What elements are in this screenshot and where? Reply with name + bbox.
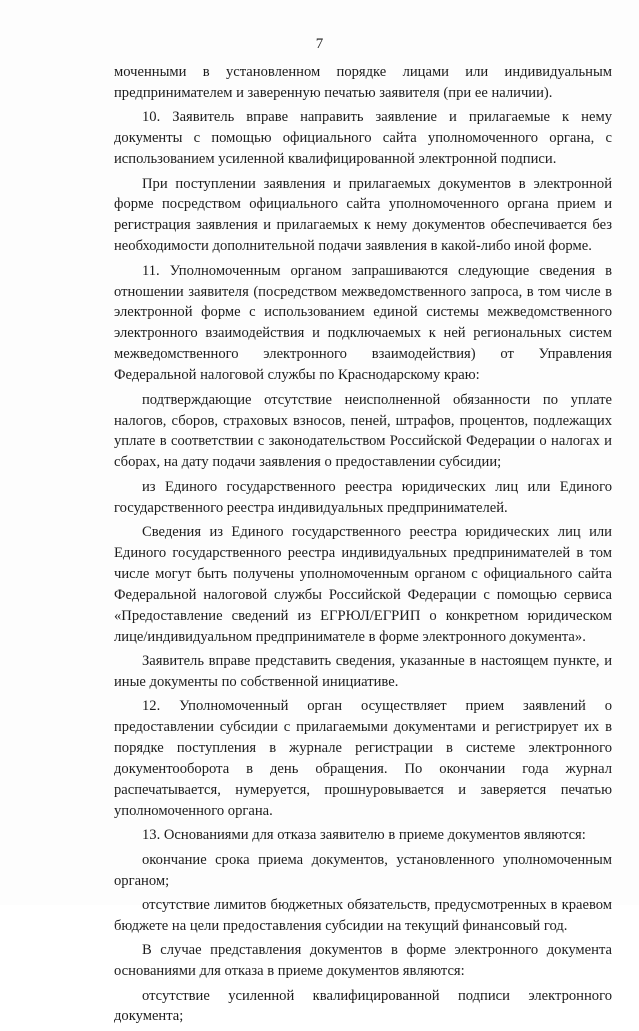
paragraph-electronic-refusal: В случае представления документов в форме электронного документа основаниями для отказа в приеме документов являются: (114, 942, 612, 980)
document-body (114, 62, 612, 1031)
paragraph-own-initiative: Заявитель вправе представить сведения, указанные в настоящем пункте, и иные документы по собственной инициативе. (114, 652, 612, 690)
page-number: 7 (315, 36, 324, 52)
paragraph-missing-signature: отсутствие усиленной квалифицированной подписи электронного документа; (114, 987, 612, 1025)
paragraph-budget-limits: отсутствие лимитов бюджетных обязательств, предусмотренных в краевом бюджете на цели предоставления субсидии на текущий финансовый год. (114, 896, 612, 934)
paragraph-item-10: 10. Заявитель вправе направить заявление и прилагаемые к нему документы с помощью официального сайта уполномоченного органа, с использованием усиленной квалифицированной электронной подписи. (114, 109, 612, 168)
paragraph-continuation: моченными в установленном порядке лицами или индивидуальным предпринимателем и заверенную печатью заявителя (при ее наличии). (114, 64, 612, 101)
paragraph-egrul-service: Сведения из Единого государственного реестра юридических лиц или Единого государственного реестра индивидуальных предпринимателей в том числе могут быть получены уполномоченным органом с официального сайта Федеральной налоговой службы Российской Федерации с помощью сервиса «Предоставление сведений из ЕГРЮЛ/ЕГРИП о конкретном юридическом лице/индивидуальном предпринимателе в форме электронного документа». (114, 524, 612, 645)
paragraph-item-11: 11. Уполномоченным органом запрашиваются следующие сведения в отношении заявителя (посредством межведомственного запроса, в том числе в электронной форме с использованием единой системы межведомственного электронного взаимодействия и подключаемых к ней региональных систем межведомственного электронного взаимодействия) от Управления Федеральной налоговой службы по Краснодарскому краю: (114, 262, 612, 384)
paragraph-deadline-expired: окончание срока приема документов, установленного уполномоченным органом; (114, 851, 612, 889)
paragraph-item-12: 12. Уполномоченный орган осуществляет прием заявлений о предоставлении субсидии с прилагаемыми документами и регистрирует их в порядке поступления в журнале регистрации в системе электронного документооборота в день обращения. По окончании года журнал распечатывается, нумеруется, прошнуровывается и заверяется печатью уполномоченного органа. (114, 698, 612, 819)
paragraph-tax-obligations: подтверждающие отсутствие неисполненной обязанности по уплате налогов, сборов, страховых взносов, пеней, штрафов, процентов, подлежащих уплате в соответствии с законодательством Российской Федерации о налогах и сборах, на дату подачи заявления о предоставлении субсидии; (114, 391, 612, 471)
paragraph-egrul-egrip: из Единого государственного реестра юридических лиц или Единого государственного реестра индивидуальных предпринимателей. (114, 478, 612, 516)
paragraph-electronic-receipt: При поступлении заявления и прилагаемых документов в электронной форме посредством официального сайта уполномоченного органа прием и регистрация заявления и прилагаемых к нему документов обеспечивается без необходимости дополнительной подачи заявления в какой-либо иной форме. (114, 175, 612, 255)
paragraph-item-13: 13. Основаниями для отказа заявителю в приеме документов являются: (142, 827, 586, 844)
